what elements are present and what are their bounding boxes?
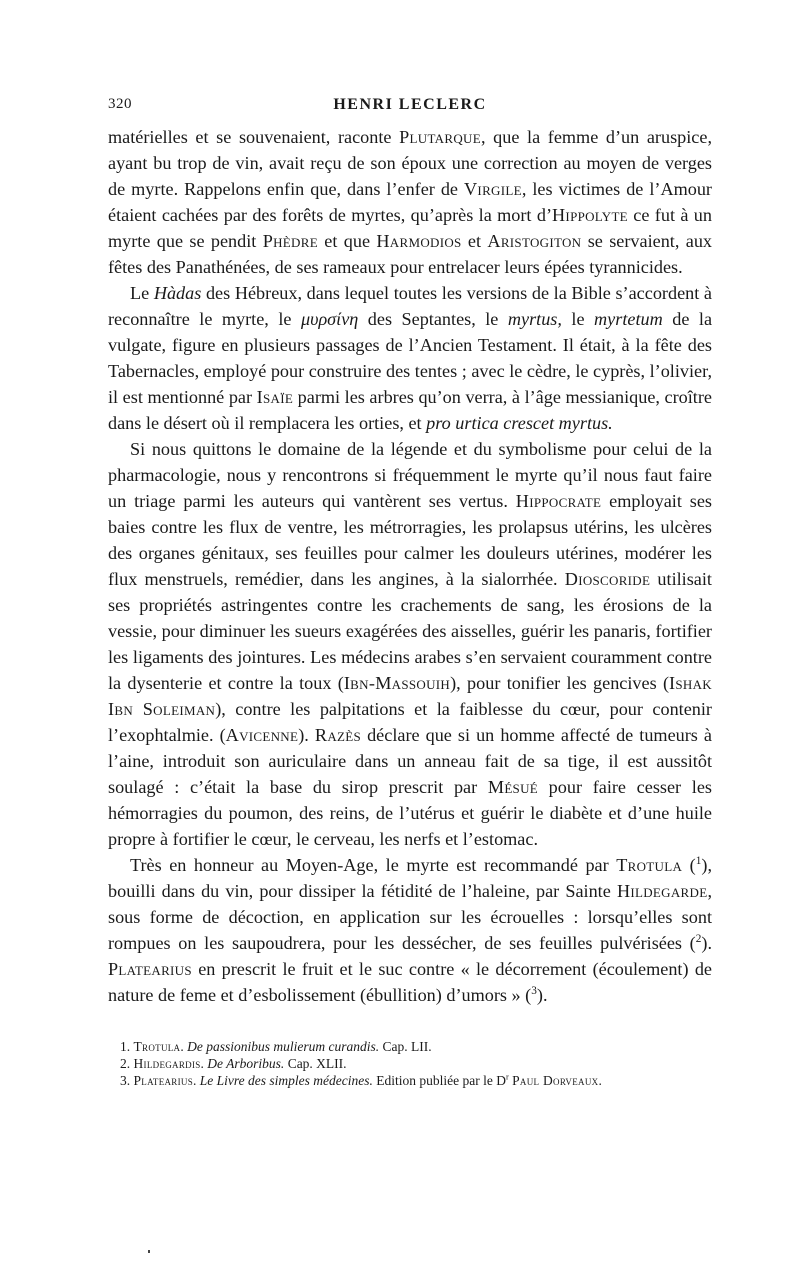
footnote-3 <box>108 1072 712 1089</box>
name-small-caps: Ibn-Massouih <box>343 673 451 693</box>
text-run: Cap. LII. <box>379 1039 432 1054</box>
text-run: employait ses baies contre les flux de ventre, les métrorragies, les prolapsus utérins, les ulcères des organes génitaux, ses feuilles pour calmer les douleurs utérines, modérer les flux menstruels, remédier, dans les angines, à la sialorrhée. <box>108 491 712 589</box>
name-small-caps: Hildegardis <box>133 1056 201 1071</box>
name-small-caps: Ishak Ibn Soleiman <box>108 673 712 719</box>
text-run: Très en honneur au Moyen-Age, le myrte est recommandé par <box>130 855 617 875</box>
page-header <box>108 96 712 124</box>
name-small-caps: Plutarque <box>399 127 481 147</box>
body-text <box>108 124 712 1008</box>
name-small-caps: Trotula <box>133 1039 181 1054</box>
paragraph-1 <box>108 124 712 280</box>
text-run: Edition publiée par le D <box>372 1073 506 1088</box>
text-run: en prescrit le fruit et le suc contre « le décorrement (écoulement) de nature de feme et d’esbolissement (ébullition) d’umors » ( <box>108 959 712 1005</box>
footnote-1 <box>108 1038 712 1055</box>
name-small-caps: Razès <box>314 725 362 745</box>
footnotes <box>108 1038 712 1089</box>
paragraph-3 <box>108 436 712 852</box>
text-run: Le <box>130 283 154 303</box>
text-run: ), contre les palpitations et la faiblesse du cœur, pour contenir l’exophtalmie. ( <box>108 699 712 745</box>
italic-text: μυρσίνη <box>300 309 359 329</box>
name-small-caps: Hildegarde <box>616 881 708 901</box>
footnote-2 <box>108 1055 712 1072</box>
italic-text: Hàdas <box>153 283 202 303</box>
footnote-ref: 3 <box>531 984 537 997</box>
text-run: matérielles et se souvenaient, raconte <box>108 127 400 147</box>
italic-text: myrtus, <box>507 309 562 329</box>
book-page <box>108 96 712 1089</box>
name-small-caps: Paul Dorveaux <box>512 1073 599 1088</box>
footnote-ref: r <box>505 1072 509 1082</box>
text-run: et <box>461 231 488 251</box>
text-run: Si nous quittons le domaine de la légende et du symbolisme pour celui de la pharmacologie, nous y rencontrons si fréquemment le myrte qu’il nous faut faire un triage parmi les auteurs qui vantèrent ses vertus. <box>108 439 712 511</box>
text-run: des Hébreux, dans lequel toutes les versions de la Bible s’accordent à reconnaître le myrte, le <box>108 283 712 329</box>
text-run: déclare que si un homme affecté de tumeurs à l’aine, introduit son auriculaire dans un anneau fait de sa tige, il est aussitôt soulagé : c’était la base du sirop prescrit par <box>108 725 712 797</box>
paragraph-4 <box>108 852 712 1008</box>
text-run: ). <box>298 725 315 745</box>
text-run: . <box>200 1056 208 1071</box>
text-run: pour faire cesser les hémorragies du poumon, des reins, de l’utérus et guérir le diabète et d’une huile propre à fortifier le cœur, le cerveau, les nerfs et l’estomac. <box>108 777 712 849</box>
text-run: ( <box>682 855 696 875</box>
text-run: se servaient, aux fêtes des Panathénées, de ses rameaux pour entrelacer leurs épées tyrannicides. <box>108 231 713 277</box>
text-run: et que <box>317 231 377 251</box>
italic-text: Le Livre des simples médecines. <box>199 1073 373 1088</box>
italic-text: pro urtica crescet myrtus. <box>426 413 613 433</box>
name-small-caps: Harmodios <box>376 231 462 251</box>
text-run: . <box>193 1073 200 1088</box>
name-small-caps: Isaïe <box>256 387 294 407</box>
text-run: ). <box>701 933 712 953</box>
name-small-caps: Trotula <box>616 855 683 875</box>
text-run: parmi les arbres qu’on verra, à l’âge messianique, croître dans le désert où il remplacera les orties, et <box>108 387 712 433</box>
text-run: le <box>561 309 595 329</box>
name-small-caps: Phèdre <box>262 231 318 251</box>
text-run: , sous forme de décoction, en application sur les écrouelles : lorsqu’elles sont rompues on les saupoudrera, pour les dessécher, de ses feuilles pulvérisées ( <box>108 881 712 953</box>
name-small-caps: Aristogiton <box>487 231 582 251</box>
page-number: 320 <box>108 96 132 112</box>
text-run: ), bouilli dans du vin, pour dissiper la fétidité de l’haleine, par Sainte <box>108 855 712 901</box>
text-run: , que la femme d’un aruspice, ayant bu trop de vin, avait reçu de son époux une correction au moyen de verges de myrte. Rappelons enfin que, dans l’enfer de <box>108 127 712 199</box>
footnote-ref: 1 <box>695 854 702 867</box>
text-run: 1. <box>120 1039 134 1054</box>
paragraph-2 <box>108 280 712 436</box>
text-run: ce fut à un myrte que se pendit <box>108 205 712 251</box>
name-small-caps: Dioscoride <box>564 569 651 589</box>
ink-speck <box>148 1250 150 1253</box>
text-run: utilisait ses propriétés astringentes contre les crachements de sang, les érosions de la vessie, pour diminuer les sueurs exagérées des aisselles, guérir les panaris, fortifier les ligaments des jointures. Les médecins arabes s’en servaient couramment contre la dysenterie et contre la toux ( <box>108 569 712 693</box>
text-run: . <box>180 1039 188 1054</box>
name-small-caps: Avicenne <box>225 725 299 745</box>
name-small-caps: Hippolyte <box>552 205 628 225</box>
name-small-caps: Platearius <box>133 1073 194 1088</box>
text-run: ). <box>536 985 548 1005</box>
text-run: 2. <box>120 1056 134 1071</box>
text-run: Cap. XLII. <box>284 1056 347 1071</box>
text-run: 3. <box>120 1073 134 1088</box>
text-run: de la vulgate, figure en plusieurs passages de l’Ancien Testament. Il était, à la fête des Tabernacles, employé pour construire des tentes ; avec le cèdre, le cyprès, l’olivier, il est mentionné par <box>108 309 713 407</box>
italic-text: myrtetum <box>594 309 663 329</box>
footnote-ref: 2 <box>695 932 702 945</box>
text-run: , les victimes de l’Amour étaient cachées par des forêts de myrtes, qu’après la mort d’ <box>108 179 712 225</box>
running-head: HENRI LECLERC <box>333 96 487 113</box>
name-small-caps: Virgile <box>464 179 522 199</box>
name-small-caps: Mésué <box>487 777 539 797</box>
text-run: . <box>598 1073 602 1088</box>
name-small-caps: Platearius <box>108 959 192 979</box>
italic-text: De Arboribus. <box>207 1056 285 1071</box>
name-small-caps: Hippocrate <box>515 491 602 511</box>
italic-text: De passionibus mulierum curandis. <box>187 1039 380 1054</box>
text-run: ), pour tonifier les gencives ( <box>450 673 670 693</box>
text-run: des Septantes, le <box>358 309 508 329</box>
